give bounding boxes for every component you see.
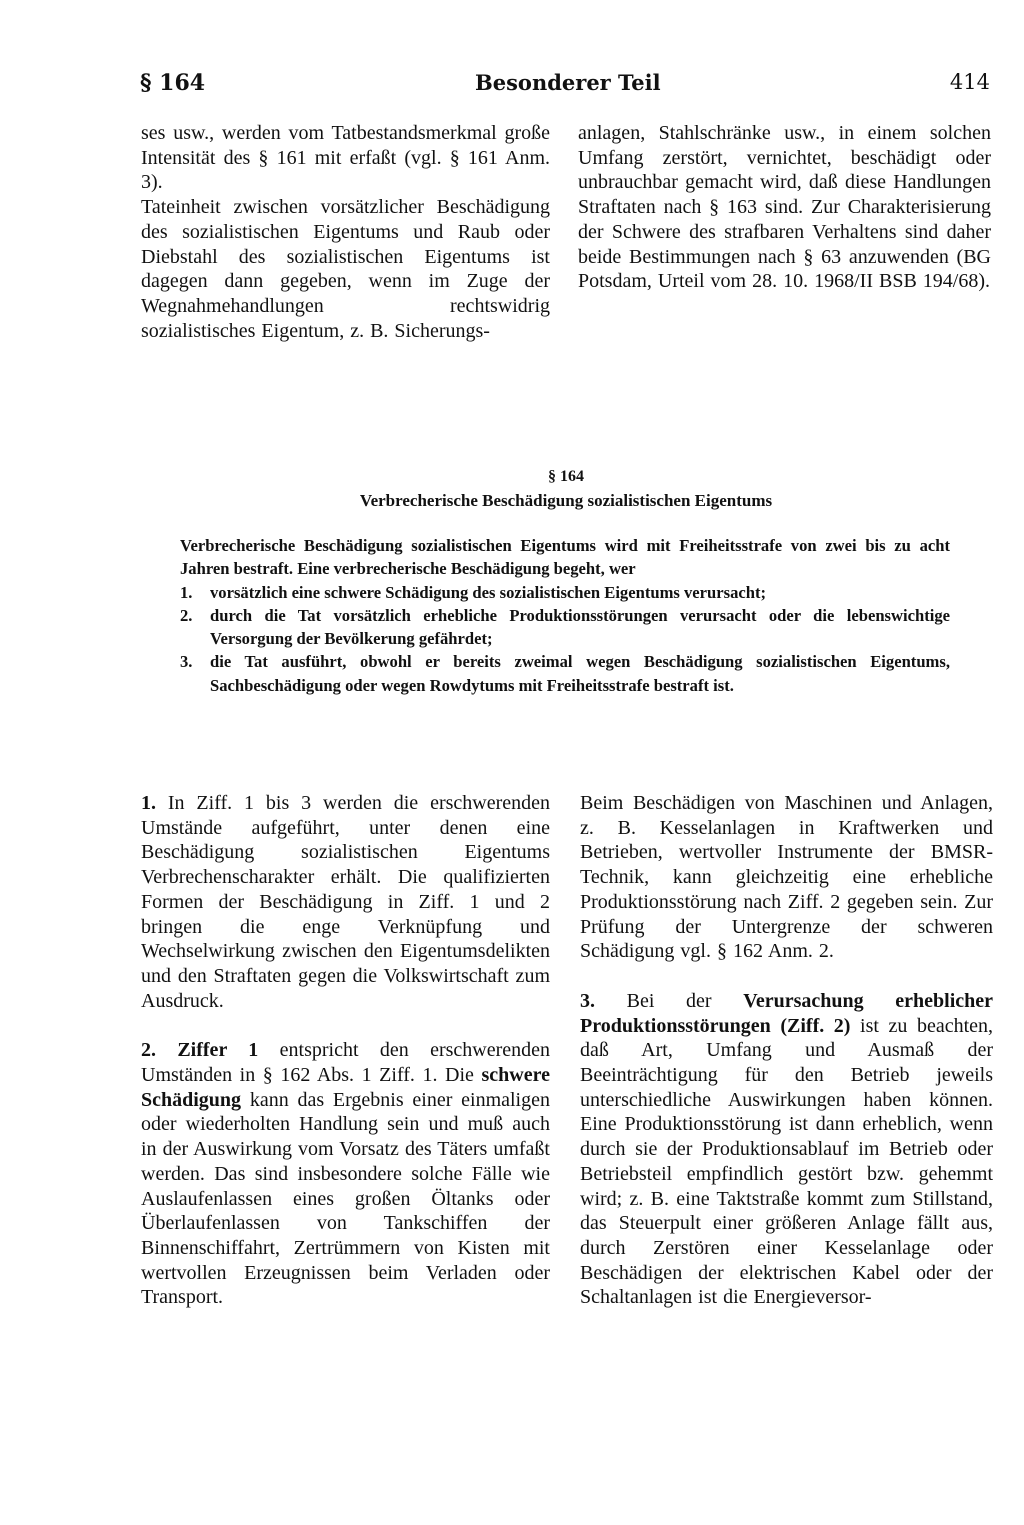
statute-item-text: vorsätzlich eine schwere Schädigung des sozialistischen Eigentums verursacht; bbox=[210, 582, 767, 602]
annotation-2-continued: Beim Beschädigen von Maschinen und Anlagen, z. B. Kesselanlagen in Kraftwerken und Betrieben, wertvoller Instrumente der BMSR-Technik, kann gleichzeitig eine erhebliche Produktionsstörung nach Ziff. 2 gegeben sein. Zur Prüfung der Untergrenze der schweren Schädigung vgl. § 162 Anm. 2. bbox=[580, 792, 993, 963]
statute-text bbox=[180, 534, 950, 697]
statute-item bbox=[180, 604, 950, 651]
top-right-column bbox=[578, 121, 991, 294]
statute-intro: Verbrecherische Beschädigung sozialistischen Eigentums wird mit Freiheitsstrafe von zwei bis zu acht Jahren bestraft. Eine verbrecherische Beschädigung begeht, wer bbox=[180, 536, 950, 579]
header-section-ref: § 164 bbox=[140, 70, 206, 96]
statute-item-text: die Tat ausführt, obwohl er bereits zweimal wegen Beschädigung sozialistischen Eigentums, Sachbeschädigung oder wegen Rowdytums mit Freiheitsstrafe bestraft ist. bbox=[210, 652, 950, 695]
paragraph: Tateinheit zwischen vorsätzlicher Beschädigung des sozialistischen Eigentums und Raub oder Diebstahl des sozialistischen Eigentums ist dagegen dann gegeben, wenn im Zuge der Wegnahmehandlungen rechtswidrig sozialistisches Eigentum, z. B. Sicherungs- bbox=[141, 196, 550, 342]
annotation-3 bbox=[580, 989, 993, 1310]
annotation-text: ist zu beachten, daß Art, Umfang und Ausmaß der Beeinträchtigung für den Betrieb jeweils unterschiedliche Auswirkungen haben können. Eine Produktionsstörung ist dann erheblich, wenn durch sie der Produktionsablauf im Betrieb oder Betriebsteil empfindlich gestört bzw. gehemmt wird; z. B. eine Taktstraße kommt zum Stillstand, das Steuerpult einer größeren Anlage fällt aus, durch Zerstören einer Kesselanlage oder Beschädigen der elektrischen Kabel oder der Schaltanlagen ist die Energieversor- bbox=[580, 1014, 994, 1309]
page-header bbox=[140, 70, 990, 104]
keyword: Verursachung erheblicher Produktionsstörungen (Ziff. 2) bbox=[580, 989, 994, 1037]
annotation-text: In Ziff. 1 bis 3 werden die erschwerenden Umstände aufgeführt, unter denen eine Beschädigung sozialistischen Eigentums Verbrechenscharakter erhält. Die qualifizierten Formen der Beschädigung in Ziff. 1 und 2 bringen die enge Verknüpfung und Wechselwirkung zwischen den Eigentumsdelikten und den Straftaten gegen die Volkswirtschaft zum Ausdruck. bbox=[141, 792, 550, 1012]
paragraph: ses usw., werden vom Tatbestandsmerkmal große Intensität des § 161 mit erfaßt (vgl. § 161 Anm. 3). bbox=[141, 122, 550, 194]
annotation-text: entspricht den erschwerenden Umständen in § 162 Abs. 1 Ziff. 1. Die bbox=[141, 1039, 550, 1087]
header-page-number: 414 bbox=[949, 70, 990, 94]
statute-item bbox=[180, 650, 950, 697]
section-number: § 164 bbox=[548, 468, 584, 485]
annotation-1 bbox=[141, 791, 550, 1013]
statute-item-number: 1. bbox=[180, 582, 193, 602]
statute-item-text: durch die Tat vorsätzlich erhebliche Produktionsstörungen verursacht oder die lebenswichtige Versorgung der Bevölkerung gefährdet; bbox=[210, 605, 950, 649]
bottom-right-column bbox=[580, 791, 993, 1310]
annotation-number: 2. bbox=[141, 1039, 156, 1062]
statute-item bbox=[180, 581, 950, 604]
annotation-number: 3. bbox=[580, 989, 595, 1012]
paragraph: anlagen, Stahlschränke usw., in einem solchen Umfang zerstört, vernichtet, beschädigt oder unbrauchbar gemacht wird, daß diese Handlungen Straftaten nach § 163 sind. Zur Charakterisierung der Schwere des strafbaren Verhaltens sind daher beide Bestimmungen nach § 63 anzuwenden (BG Potsdam, Urteil vom 28. 10. 1968/II BSB 194/68). bbox=[578, 122, 991, 293]
statute-item-number: 2. bbox=[180, 605, 193, 625]
annotation-2 bbox=[141, 1038, 550, 1310]
keyword: Ziffer 1 bbox=[177, 1039, 259, 1062]
statute-list bbox=[180, 581, 950, 697]
annotation-number: 1. bbox=[141, 792, 156, 814]
annotation-text: Bei der bbox=[595, 989, 744, 1012]
statute-item-number: 3. bbox=[180, 652, 193, 672]
header-part-title: Besonderer Teil bbox=[475, 70, 661, 95]
section-title: Verbrecherische Beschädigung sozialistischen Eigentums bbox=[359, 491, 773, 510]
top-left-column bbox=[141, 121, 550, 343]
keyword: schwere Schädigung bbox=[141, 1064, 550, 1111]
bottom-left-column bbox=[141, 791, 550, 1310]
annotation-text: kann das Ergebnis einer einmaligen oder wiederholten Handlung sein und muß auch in der Auswirkung vom Vorsatz des Täters umfaßt werden. Das sind insbesondere solche Fälle wie Auslaufenlassen eines großen Öltanks oder Überlaufenlassen von Tankschiffen der Binnenschiffahrt, Zertrümmern von Kisten mit wertvollen Erzeugnissen beim Verladen oder Transport. bbox=[141, 1088, 550, 1309]
